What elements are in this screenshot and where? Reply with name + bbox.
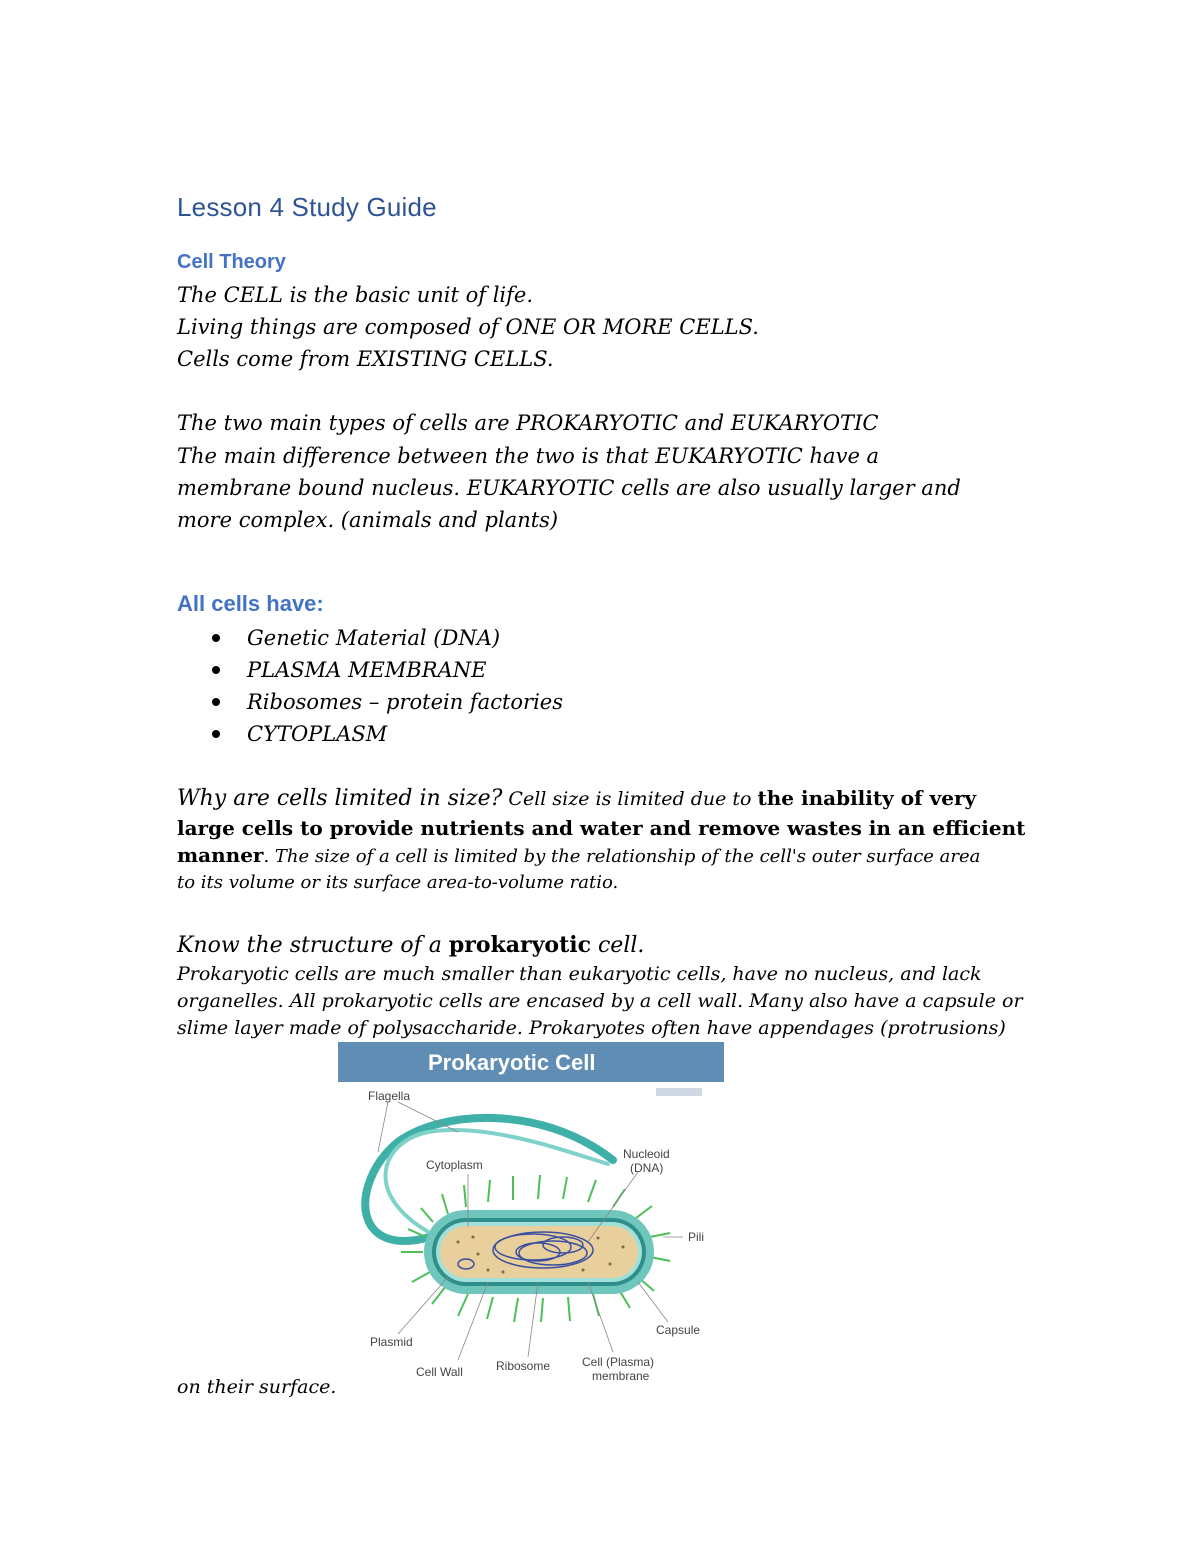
label-membrane-1: Cell (Plasma) <box>582 1355 655 1369</box>
label-plasmid: Plasmid <box>370 1335 413 1349</box>
label-membrane-2: membrane <box>592 1369 650 1383</box>
prokaryotic-line-1: Prokaryotic cells are much smaller than eukaryotic cells, have no nucleus, and lack <box>177 963 982 985</box>
size-line-4: to its volume or its surface area-to-volume ratio. <box>177 872 619 893</box>
list-item: Ribosomes – protein factories <box>200 686 563 718</box>
cell-theory-line-1: The CELL is the basic unit of life. <box>177 283 534 307</box>
label-cell-wall: Cell Wall <box>416 1365 463 1379</box>
bullet-icon <box>212 634 220 642</box>
page-title: Lesson 4 Study Guide <box>177 192 437 222</box>
size-intro: Cell size is limited due to <box>502 788 758 810</box>
all-cells-list <box>200 622 563 750</box>
bullet-icon <box>212 666 220 674</box>
size-bold-1: the inability of very <box>757 786 977 810</box>
bullet-icon <box>212 730 220 738</box>
cell-theory-heading: Cell Theory <box>177 251 286 273</box>
figure-title: Prokaryotic Cell <box>428 1050 596 1075</box>
label-ribosome: Ribosome <box>496 1359 551 1373</box>
size-line-1 <box>177 782 976 816</box>
prokaryotic-cell-figure <box>338 1042 724 1387</box>
types-line-1: The two main types of cells are PROKARYOTIC and EUKARYOTIC <box>177 411 879 435</box>
bullet-icon <box>212 698 220 706</box>
list-item: Genetic Material (DNA) <box>200 622 563 654</box>
size-line-3: manner. The size of a cell is limited by the relationship of the cell's outer surface area <box>177 843 981 867</box>
types-line-2: The main difference between the two is that EUKARYOTIC have a <box>177 444 880 468</box>
label-capsule: Capsule <box>656 1323 701 1337</box>
list-item: CYTOPLASM <box>200 718 563 750</box>
prokaryotic-line-3: slime layer made of polysaccharide. Prokaryotes often have appendages (protrusions) <box>177 1017 1006 1039</box>
all-cells-heading: All cells have: <box>177 591 324 616</box>
prokaryotic-heading: Know the structure of a prokaryotic cell. <box>177 932 645 958</box>
size-line-2: large cells to provide nutrients and water and remove wastes in an efficient <box>177 816 1026 840</box>
label-cytoplasm: Cytoplasm <box>426 1158 483 1172</box>
prokaryotic-line-4: on their surface. <box>177 1376 337 1398</box>
cell-theory-line-2: Living things are composed of ONE OR MORE CELLS. <box>177 315 759 339</box>
cell-theory-line-3: Cells come from EXISTING CELLS. <box>177 347 554 371</box>
label-nucleoid-2: (DNA) <box>630 1161 664 1175</box>
size-question: Why are cells limited in size? <box>177 786 503 811</box>
prokaryotic-line-2: organelles. All prokaryotic cells are encased by a cell wall. Many also have a capsule or <box>177 990 1023 1012</box>
label-pili: Pili <box>688 1230 705 1244</box>
types-line-4: more complex. (animals and plants) <box>177 508 559 532</box>
list-item: PLASMA MEMBRANE <box>200 654 563 686</box>
figure-logo <box>656 1088 702 1096</box>
label-flagella: Flagella <box>368 1089 411 1103</box>
types-line-3: membrane bound nucleus. EUKARYOTIC cells are also usually larger and <box>177 476 961 500</box>
label-nucleoid-1: Nucleoid <box>623 1147 670 1161</box>
